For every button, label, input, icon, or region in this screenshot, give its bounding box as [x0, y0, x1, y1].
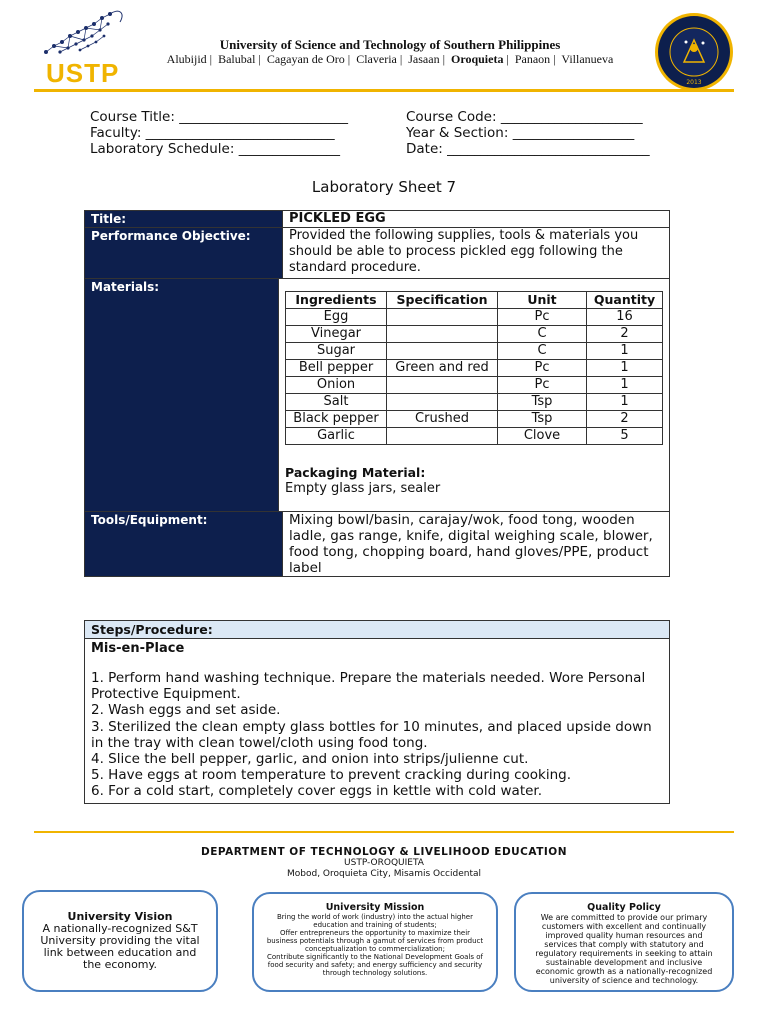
- list-item: 5. Have eggs at room temperature to prevent cracking during cooking.: [91, 767, 572, 784]
- spec-cell: [387, 394, 498, 411]
- spec-cell: [387, 326, 498, 343]
- packaging-label: Packaging Material:: [285, 465, 426, 480]
- campus-name: Panaon: [514, 52, 551, 66]
- course-code-field[interactable]: Course Code: _____________________: [406, 109, 643, 125]
- title-row: [85, 211, 669, 228]
- unit-cell: Pc: [498, 377, 587, 394]
- qty-cell: 1: [587, 394, 663, 411]
- qty-cell: 5: [587, 428, 663, 445]
- department-seal-icon: [654, 12, 734, 92]
- table-row: [286, 377, 663, 394]
- objective-label: Performance Objective:: [85, 228, 283, 278]
- ingredient-cell: Garlic: [286, 428, 387, 445]
- materials-cell: [279, 279, 669, 511]
- list-item: 6. For a cold start, completely cover eggs in kettle with cold water.: [91, 783, 543, 800]
- unit-cell: C: [498, 326, 587, 343]
- spec-cell: [387, 428, 498, 445]
- materials-row: [85, 279, 669, 512]
- table-row: [286, 309, 663, 326]
- list-item: 3. Sterilized the clean empty glass bottles for 10 minutes, and placed upside down in the tray with clean towel/cloth using food tong.: [91, 718, 652, 751]
- seal-year: 2013: [686, 79, 702, 86]
- column-header: Unit: [498, 292, 587, 309]
- campus-name: Jasaan: [408, 52, 440, 66]
- tools-label: Tools/Equipment:: [85, 512, 283, 576]
- ingredient-cell: Vinegar: [286, 326, 387, 343]
- table-row: [286, 360, 663, 377]
- qty-cell: 2: [587, 411, 663, 428]
- table-row: [286, 326, 663, 343]
- spec-cell: [387, 343, 498, 360]
- objective-value: Provided the following supplies, tools & materials you should be able to process pickled egg following the standard procedure.: [289, 228, 639, 275]
- faculty-field[interactable]: Faculty: ____________________________: [90, 125, 335, 141]
- vision-title: University Vision: [67, 910, 173, 923]
- ingredients-header-row: [286, 292, 663, 309]
- campus-label: USTP-OROQUIETA: [344, 858, 424, 868]
- campus-name-current: Oroquieta: [451, 52, 504, 66]
- campus-name: Balubal: [218, 52, 256, 66]
- qty-cell: 1: [587, 377, 663, 394]
- mission-line: Bring the world of work (industry) into the actual higher education and training of students;: [276, 913, 473, 929]
- ingredient-cell: Salt: [286, 394, 387, 411]
- column-header: Ingredients: [286, 292, 387, 309]
- ingredient-cell: Sugar: [286, 343, 387, 360]
- campus-name: Alubijid: [166, 52, 207, 66]
- quality-policy-box: [514, 892, 734, 992]
- table-row: [286, 411, 663, 428]
- ingredients-table: [285, 291, 663, 445]
- date-field[interactable]: Date: ______________________________: [406, 141, 650, 157]
- campus-name: Villanueva: [561, 52, 614, 66]
- ustp-logo-text: USTP: [46, 58, 120, 88]
- title-label: Title:: [85, 211, 283, 227]
- qty-cell: 16: [587, 309, 663, 326]
- column-header: Specification: [387, 292, 498, 309]
- procedure-steps: [85, 656, 669, 800]
- unit-cell: C: [498, 343, 587, 360]
- mission-box: [252, 892, 498, 992]
- qty-cell: 1: [587, 343, 663, 360]
- tools-value: Mixing bowl/basin, carajay/wok, food tong, wooden ladle, gas range, knife, digital weighing scale, blower, food tong, chopping board, hand gloves/PPE, product label: [289, 512, 653, 576]
- campus-name: Claveria: [356, 52, 397, 66]
- policy-text: We are committed to provide our primary customers with excellent and continually improved quality human resources and services that comply with statutory and regulatory requirements in seeking to attain sustainable development and inclusive economic growth as a nationally-recognized university of science and technology.: [535, 913, 713, 985]
- spec-cell: [387, 309, 498, 326]
- packaging-value: Empty glass jars, sealer: [285, 481, 441, 496]
- vision-text: A nationally-recognized S&T University providing the vital link between education and the economy.: [40, 922, 200, 971]
- unit-cell: Clove: [498, 428, 587, 445]
- column-header: Quantity: [587, 292, 663, 309]
- unit-cell: Pc: [498, 309, 587, 326]
- table-row: [286, 428, 663, 445]
- ingredient-cell: Egg: [286, 309, 387, 326]
- ingredient-cell: Black pepper: [286, 411, 387, 428]
- tools-row: [85, 512, 669, 576]
- department-name: DEPARTMENT OF TECHNOLOGY & LIVELIHOOD EDUCATION: [201, 846, 567, 858]
- footer-divider: [34, 831, 734, 833]
- qty-cell: 2: [587, 326, 663, 343]
- objective-row: [85, 228, 669, 279]
- procedure-header: Steps/Procedure:: [85, 621, 669, 639]
- header-divider: [34, 89, 734, 92]
- sheet-title: Laboratory Sheet 7: [311, 178, 457, 196]
- materials-label: Materials:: [85, 279, 279, 511]
- ingredient-cell: Onion: [286, 377, 387, 394]
- list-item: 4. Slice the bell pepper, garlic, and onion into strips/julienne cut.: [91, 751, 529, 768]
- ustp-logo-network-icon: [40, 6, 130, 64]
- mission-line: Contribute significantly to the National Development Goals of food security and safety; and energy sufficiency and security through technology solutions.: [266, 953, 484, 977]
- spec-cell: Crushed: [387, 411, 498, 428]
- unit-cell: Pc: [498, 360, 587, 377]
- table-row: [286, 394, 663, 411]
- procedure-subheader: Mis-en-Place: [91, 641, 185, 656]
- mission-line: Offer entrepreneurs the opportunity to maximize their business potentials through a gamut of services from product conceptualization to commercialization;: [266, 929, 484, 953]
- list-item: 1. Perform hand washing technique. Prepare the materials needed. Wore Personal Protective Equipment.: [91, 670, 646, 703]
- unit-cell: Tsp: [498, 394, 587, 411]
- procedure-box: [84, 620, 670, 804]
- table-row: [286, 343, 663, 360]
- spec-cell: Green and red: [387, 360, 498, 377]
- qty-cell: 1: [587, 360, 663, 377]
- list-item: 2. Wash eggs and set aside.: [91, 702, 281, 719]
- department-address: [0, 858, 768, 880]
- address-label: Mobod, Oroquieta City, Misamis Occidental: [286, 869, 481, 879]
- ingredient-cell: Bell pepper: [286, 360, 387, 377]
- policy-title: Quality Policy: [587, 902, 661, 913]
- campus-name: Cagayan de Oro: [266, 52, 345, 66]
- campus-list: Alubijid | Balubal | Cagayan de Oro | Claveria | Jasaan | Oroquieta | Panaon | Villanueva: [166, 52, 614, 66]
- unit-cell: Tsp: [498, 411, 587, 428]
- year-section-field[interactable]: Year & Section: __________________: [406, 125, 635, 141]
- spec-cell: [387, 377, 498, 394]
- title-value: PICKLED EGG: [289, 211, 386, 226]
- course-title-field[interactable]: Course Title: _________________________: [90, 109, 348, 125]
- university-name: University of Science and Technology of Southern Philippines: [219, 37, 561, 52]
- vision-box: [22, 890, 218, 992]
- mission-title: University Mission: [325, 902, 425, 913]
- lab-schedule-field[interactable]: Laboratory Schedule: _______________: [90, 141, 340, 157]
- lab-sheet-table: [84, 210, 670, 577]
